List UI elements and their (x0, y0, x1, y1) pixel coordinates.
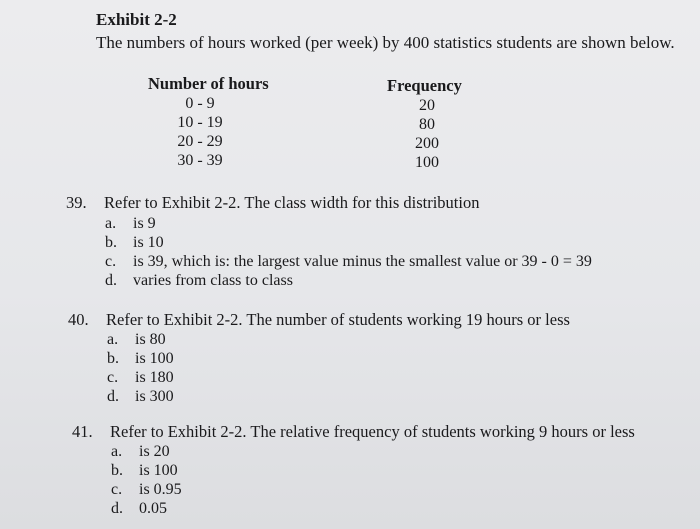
option-letter: a. (107, 331, 119, 348)
option-text: is 9 (133, 215, 156, 232)
option-letter: c. (111, 481, 123, 498)
answer-option (111, 499, 182, 518)
option-text: varies from class to class (133, 272, 293, 289)
exhibit-description: The numbers of hours worked (per week) by 400 statistics students are shown below. (96, 33, 675, 52)
answer-option (105, 233, 592, 252)
question-39 (66, 193, 479, 213)
option-letter: b. (111, 462, 123, 479)
hours-cell: 20 - 29 (177, 133, 223, 150)
frequency-header: Frequency (387, 76, 462, 95)
question-stem: Refer to Exhibit 2-2. The relative frequency of students working 9 hours or less (110, 422, 635, 441)
answer-option (105, 214, 592, 233)
frequency-column (387, 76, 467, 172)
question-stem: Refer to Exhibit 2-2. The number of students working 19 hours or less (106, 310, 570, 329)
question-41 (72, 422, 635, 442)
question-40 (68, 310, 570, 330)
question-41-options (111, 442, 182, 518)
answer-option (111, 442, 182, 461)
option-text: is 20 (139, 443, 170, 460)
option-text: is 0.95 (139, 481, 182, 498)
option-text: is 10 (133, 234, 164, 251)
answer-option (107, 330, 174, 349)
hours-cell: 0 - 9 (185, 95, 215, 112)
option-text: is 180 (135, 369, 174, 386)
option-text: is 39, which is: the largest value minus the smallest value or 39 - 0 = 39 (133, 253, 592, 270)
option-letter: c. (107, 369, 119, 386)
question-number: 40. (68, 310, 89, 329)
option-text: is 80 (135, 331, 166, 348)
option-text: 0.05 (139, 500, 167, 517)
option-text: is 100 (139, 462, 178, 479)
answer-option (111, 480, 182, 499)
exhibit-title: Exhibit 2-2 (96, 10, 177, 29)
hours-column (148, 74, 273, 170)
option-letter: c. (105, 253, 117, 270)
option-letter: d. (105, 272, 117, 289)
option-letter: a. (111, 443, 123, 460)
answer-option (107, 349, 174, 368)
option-letter: b. (105, 234, 117, 251)
question-number: 41. (72, 422, 93, 441)
answer-option (107, 368, 174, 387)
option-letter: a. (105, 215, 117, 232)
hours-cell: 30 - 39 (177, 152, 223, 169)
question-number: 39. (66, 193, 87, 212)
answer-option (111, 461, 182, 480)
option-text: is 100 (135, 350, 174, 367)
answer-option (105, 271, 592, 290)
question-40-options (107, 330, 174, 406)
frequency-cell: 80 (419, 116, 435, 133)
answer-option (105, 252, 592, 271)
hours-header: Number of hours (148, 74, 269, 93)
frequency-cell: 20 (419, 97, 435, 114)
option-letter: d. (107, 388, 119, 405)
frequency-cell: 100 (415, 154, 439, 171)
option-text: is 300 (135, 388, 174, 405)
frequency-cell: 200 (415, 135, 439, 152)
question-stem: Refer to Exhibit 2-2. The class width for this distribution (104, 193, 480, 212)
hours-cell: 10 - 19 (177, 114, 223, 131)
option-letter: d. (111, 500, 123, 517)
option-letter: b. (107, 350, 119, 367)
question-39-options (105, 214, 592, 290)
answer-option (107, 387, 174, 406)
